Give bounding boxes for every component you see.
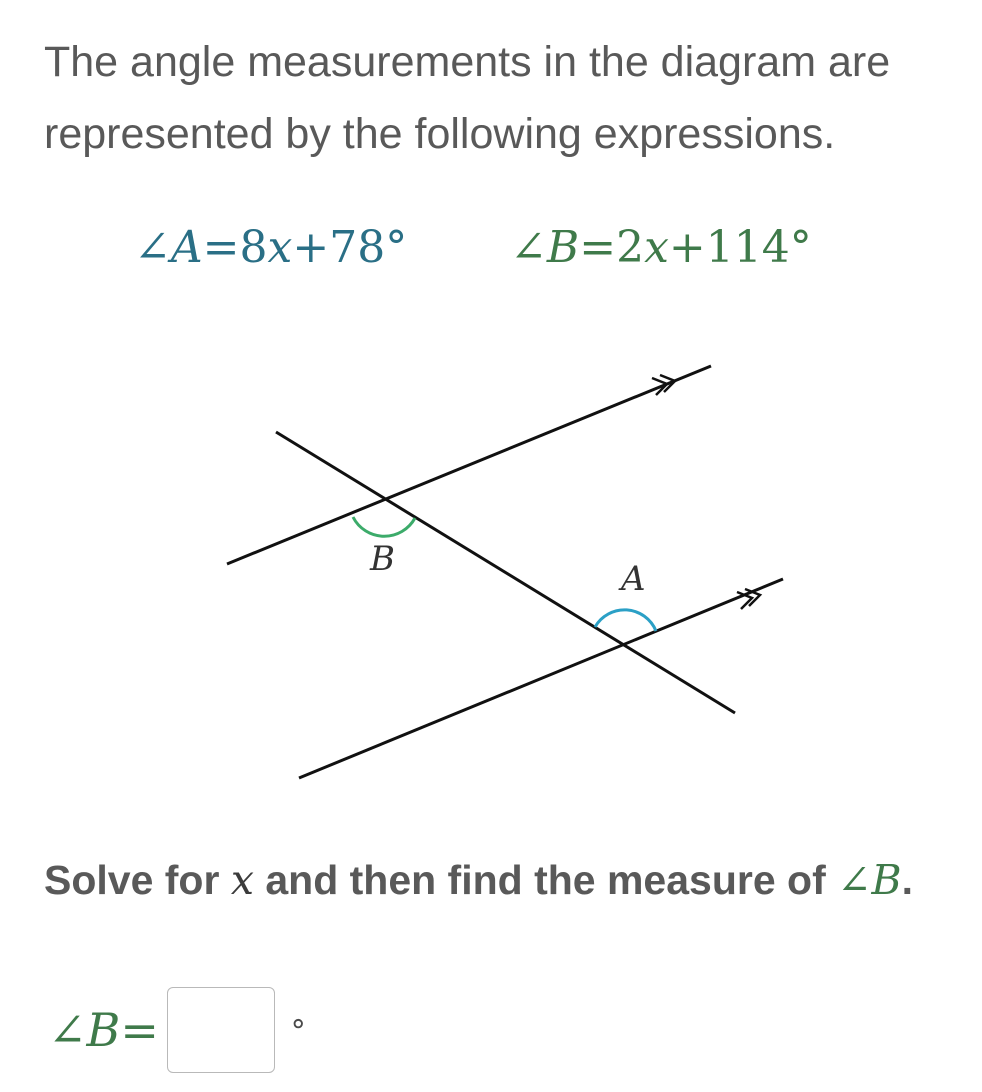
degree-unit: ∘ [288, 1005, 308, 1041]
degree-sign: ° [789, 222, 812, 273]
answer-equals: = [120, 1003, 159, 1057]
angle-a-label: A [621, 559, 646, 599]
expression-angle-a [134, 222, 407, 273]
degree-sign: ° [385, 222, 408, 273]
expression-angle-b [510, 222, 812, 273]
variable: x [644, 222, 669, 273]
angle-b-arc [353, 517, 415, 536]
prompt-text-before: Solve for [44, 857, 231, 903]
angle-b-label: B [370, 539, 395, 579]
question-prompt [44, 856, 913, 904]
prompt-period: . [901, 857, 914, 903]
coefficient: 2 [616, 222, 645, 273]
angle-name: B [546, 222, 580, 273]
angle-a-arc [595, 610, 656, 631]
prompt-variable: x [230, 856, 254, 904]
variable: x [267, 222, 293, 273]
upper-parallel-line [227, 366, 711, 564]
plus-sign: + [292, 222, 330, 273]
plus-sign: + [668, 222, 706, 273]
angle-symbol: ∠ [510, 222, 547, 273]
intro-line-1: The angle measurements in the diagram are [44, 38, 891, 86]
prompt-text-after: and then find the measure of [253, 857, 838, 903]
parallel-lines-diagram [0, 340, 982, 800]
answer-label [48, 1003, 159, 1057]
problem-intro [44, 26, 964, 170]
answer-angle-symbol: ∠ [48, 1003, 87, 1057]
transversal-line [276, 432, 735, 713]
equals-sign: = [579, 222, 617, 273]
prompt-angle-symbol: ∠ [837, 856, 872, 904]
angle-name: A [170, 222, 203, 273]
prompt-angle-name: B [871, 856, 902, 904]
angle-symbol: ∠ [134, 222, 171, 273]
lower-parallel-line [299, 579, 783, 778]
intro-line-2: represented by the following expressions. [44, 110, 836, 158]
constant: 78 [329, 222, 386, 273]
answer-row [48, 984, 308, 1076]
coefficient: 8 [239, 222, 268, 273]
angle-b-answer-input[interactable] [167, 987, 275, 1073]
constant: 114 [705, 222, 790, 273]
equals-sign: = [202, 222, 240, 273]
answer-angle-name: B [86, 1003, 121, 1057]
